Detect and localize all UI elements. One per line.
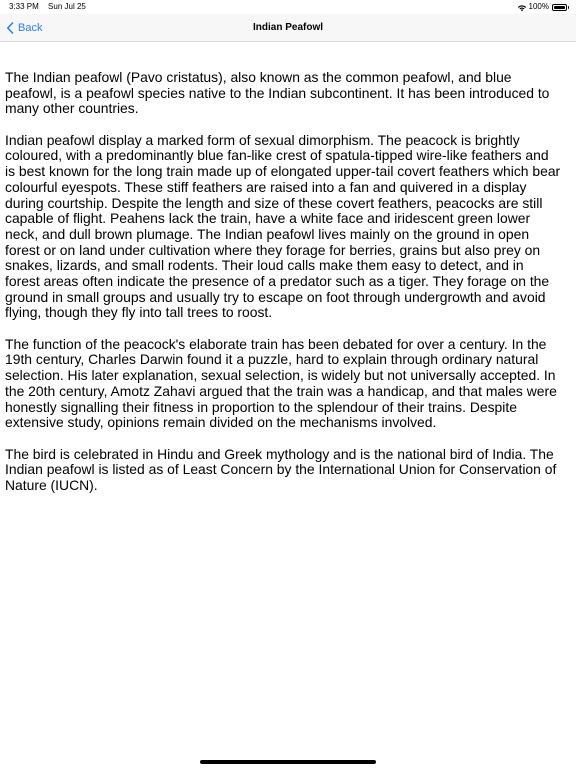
article-paragraph: Indian peafowl display a marked form of sexual dimorphism. The peacock is brightly coloured, with a predominantly blue fan-like crest of spatula-tipped wire-like feathers and is best known for the long train made up of elongated upper-tail covert feathers which bear colourful eyespots. These stiff feathers are raised into a fan and quivered in a display during courtship. Despite the length and size of these covert feathers, peacocks are still capable of flight. Peahens lack the train, have a white face and iridescent green lower neck, and dull brown plumage. The Indian peafowl lives mainly on the ground in open forest or on land under cultivation where they forage for berries, grains but also prey on snakes, lizards, and small rodents. Their loud calls make them easy to detect, and in forest areas often indicate the presence of a predator such as a tiger. They forage on the ground in small groups and usually try to escape on foot through undergrowth and avoid flying, though they fly into tall trees to roost.	[5, 131, 561, 321]
article-content	[5, 70, 561, 509]
article-paragraph: The bird is celebrated in Hindu and Greek mythology and is the national bird of India. The Indian peafowl is listed as of Least Concern by the International Union for Conservation of Nature (IUCN).	[5, 445, 557, 493]
battery-icon	[552, 4, 567, 11]
status-time: 3:33 PM	[9, 2, 39, 11]
wifi-icon	[517, 4, 527, 12]
battery-fill	[554, 6, 565, 9]
article-paragraph: The Indian peafowl (Pavo cristatus), also known as the common peafowl, and blue peafowl, is a peafowl species native to the Indian subcontinent. It has been introduced to many other countries.	[5, 69, 550, 117]
status-left	[9, 0, 86, 14]
back-button-label: Back	[18, 22, 43, 34]
page-title: Indian Peafowl	[252, 22, 323, 33]
status-bar	[0, 0, 576, 14]
battery-tip	[568, 6, 570, 9]
back-button[interactable]	[6, 14, 42, 42]
navigation-bar	[0, 14, 576, 42]
chevron-left-icon	[6, 22, 14, 34]
status-date: Sun Jul 25	[48, 2, 86, 11]
home-indicator[interactable]	[200, 760, 376, 764]
battery-percentage: 100%	[528, 2, 549, 11]
article-paragraph: The function of the peacock's elaborate train has been debated for over a century. In the 19th century, Charles Darwin found it a puzzle, hard to explain through ordinary natural selection. His later explanation, sexual selection, is widely but not universally accepted. In the 20th century, Amotz Zahavi argued that the train was a handicap, and that males were honestly signalling their fitness in proportion to the splendour of their trains. Despite extensive study, opinions remain divided on the mechanisms involved.	[5, 335, 557, 431]
status-right	[517, 0, 567, 14]
